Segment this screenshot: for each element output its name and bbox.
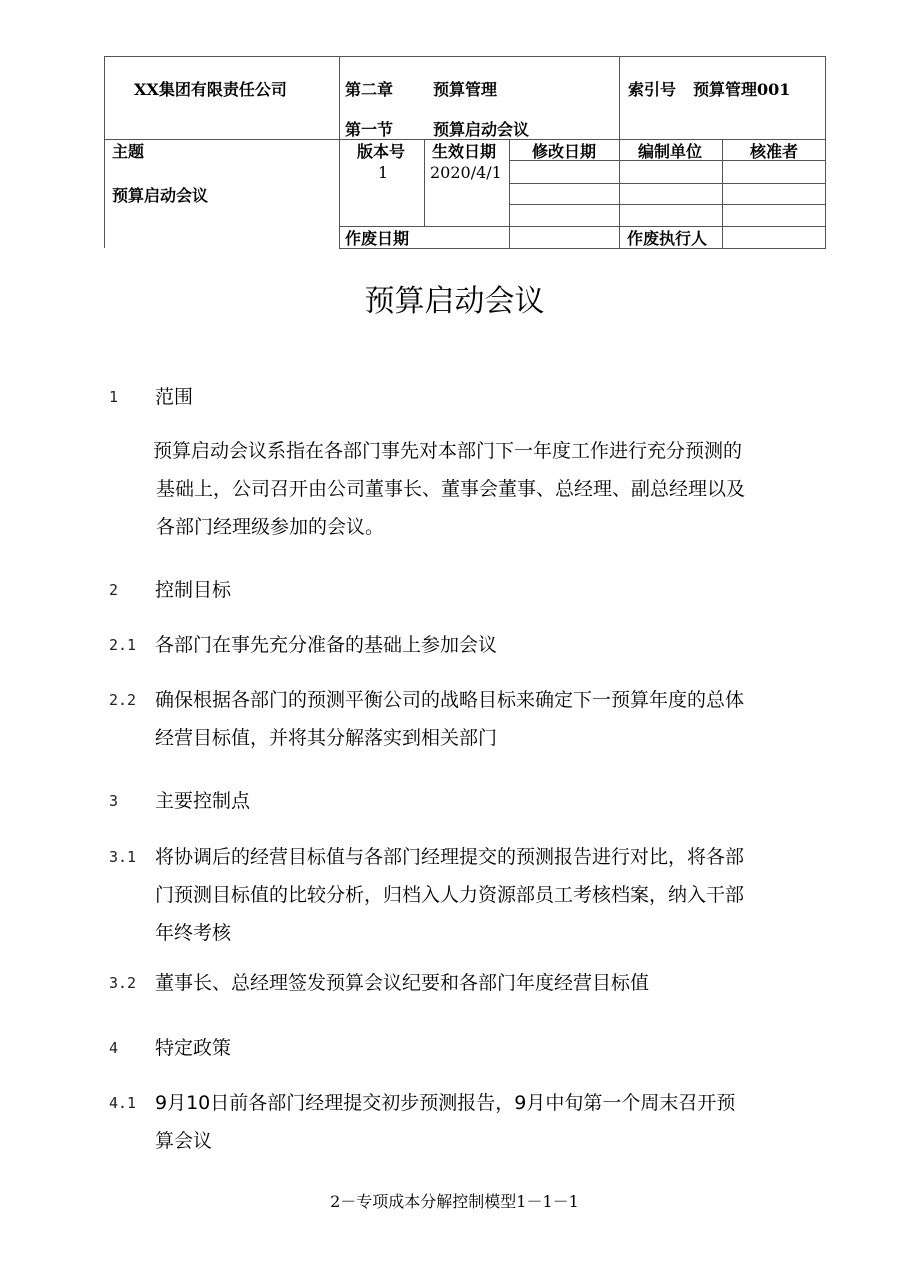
- table-line: [339, 56, 340, 248]
- void-executor-label: 作废执行人: [627, 229, 708, 248]
- section-number: 4.1: [109, 1094, 137, 1112]
- section-number: 4: [109, 1039, 119, 1057]
- paragraph-line: 年终考核: [155, 922, 232, 944]
- index-label: 索引号: [628, 80, 677, 99]
- approver-label: 核准者: [750, 142, 799, 161]
- table-line: [104, 56, 826, 57]
- effective-date-value: 2020/4/1: [430, 163, 502, 182]
- section-name: 预算启动会议: [433, 120, 530, 139]
- section-number: 3: [109, 792, 119, 810]
- document-title: 预算启动会议: [364, 284, 545, 319]
- version-label: 版本号: [357, 142, 406, 161]
- table-line: [424, 139, 425, 226]
- compiler-label: 编制单位: [638, 142, 703, 161]
- section-number: 2.2: [109, 691, 137, 709]
- section-heading: 特定政策: [155, 1037, 232, 1059]
- subject-value: 预算启动会议: [112, 186, 209, 205]
- table-line: [104, 56, 105, 248]
- table-line: [825, 56, 826, 248]
- company-name: XX集团有限责任公司: [134, 80, 287, 99]
- table-line: [509, 139, 510, 248]
- index-value: 预算管理001: [693, 80, 791, 99]
- section-number: 1: [109, 388, 119, 406]
- paragraph-line: 各部门经理级参加的会议。: [156, 516, 385, 538]
- paragraph-line: 预算启动会议系指在各部门事先对本部门下一年度工作进行充分预测的: [153, 440, 743, 462]
- paragraph-line: 确保根据各部门的预测平衡公司的战略目标来确定下一预算年度的总体: [155, 689, 745, 711]
- paragraph-line: 经营目标值，并将其分解落实到相关部门: [155, 727, 498, 749]
- chapter-number: 第二章: [345, 80, 394, 99]
- section-number: 2.1: [109, 636, 137, 654]
- paragraph-line: 各部门在事先充分准备的基础上参加会议: [155, 634, 498, 656]
- table-line: [339, 226, 826, 227]
- paragraph-line: 基础上，公司召开由公司董事长、董事会董事、总经理、副总经理以及: [156, 478, 746, 500]
- table-line: [509, 204, 826, 205]
- table-line: [722, 139, 723, 248]
- table-line: [619, 56, 620, 248]
- paragraph-line: 9月10日前各部门经理提交初步预测报告，9月中旬第一个周末召开预: [155, 1092, 736, 1114]
- paragraph-line: 算会议: [155, 1130, 213, 1152]
- effective-date-label: 生效日期: [432, 142, 497, 161]
- section-heading: 范围: [155, 386, 194, 408]
- page-footer: 2－专项成本分解控制模型1－1－1: [330, 1192, 579, 1211]
- section-number: 2: [109, 581, 119, 599]
- subject-label: 主题: [112, 142, 145, 161]
- version-value: 1: [378, 163, 389, 182]
- chapter-name: 预算管理: [433, 80, 498, 99]
- paragraph-line: 将协调后的经营目标值与各部门经理提交的预测报告进行对比，将各部: [155, 846, 745, 868]
- section-number: 3.1: [109, 848, 137, 866]
- void-date-label: 作废日期: [345, 229, 410, 248]
- section-heading: 控制目标: [155, 579, 232, 601]
- table-line: [339, 248, 826, 249]
- section-number: 第一节: [345, 120, 394, 139]
- paragraph-line: 董事长、总经理签发预算会议纪要和各部门年度经营目标值: [155, 972, 650, 994]
- section-heading: 主要控制点: [155, 790, 251, 812]
- paragraph-line: 门预测目标值的比较分析，归档入人力资源部员工考核档案，纳入干部: [155, 884, 745, 906]
- section-number: 3.2: [109, 974, 137, 992]
- modified-date-label: 修改日期: [532, 142, 597, 161]
- table-line: [509, 183, 826, 184]
